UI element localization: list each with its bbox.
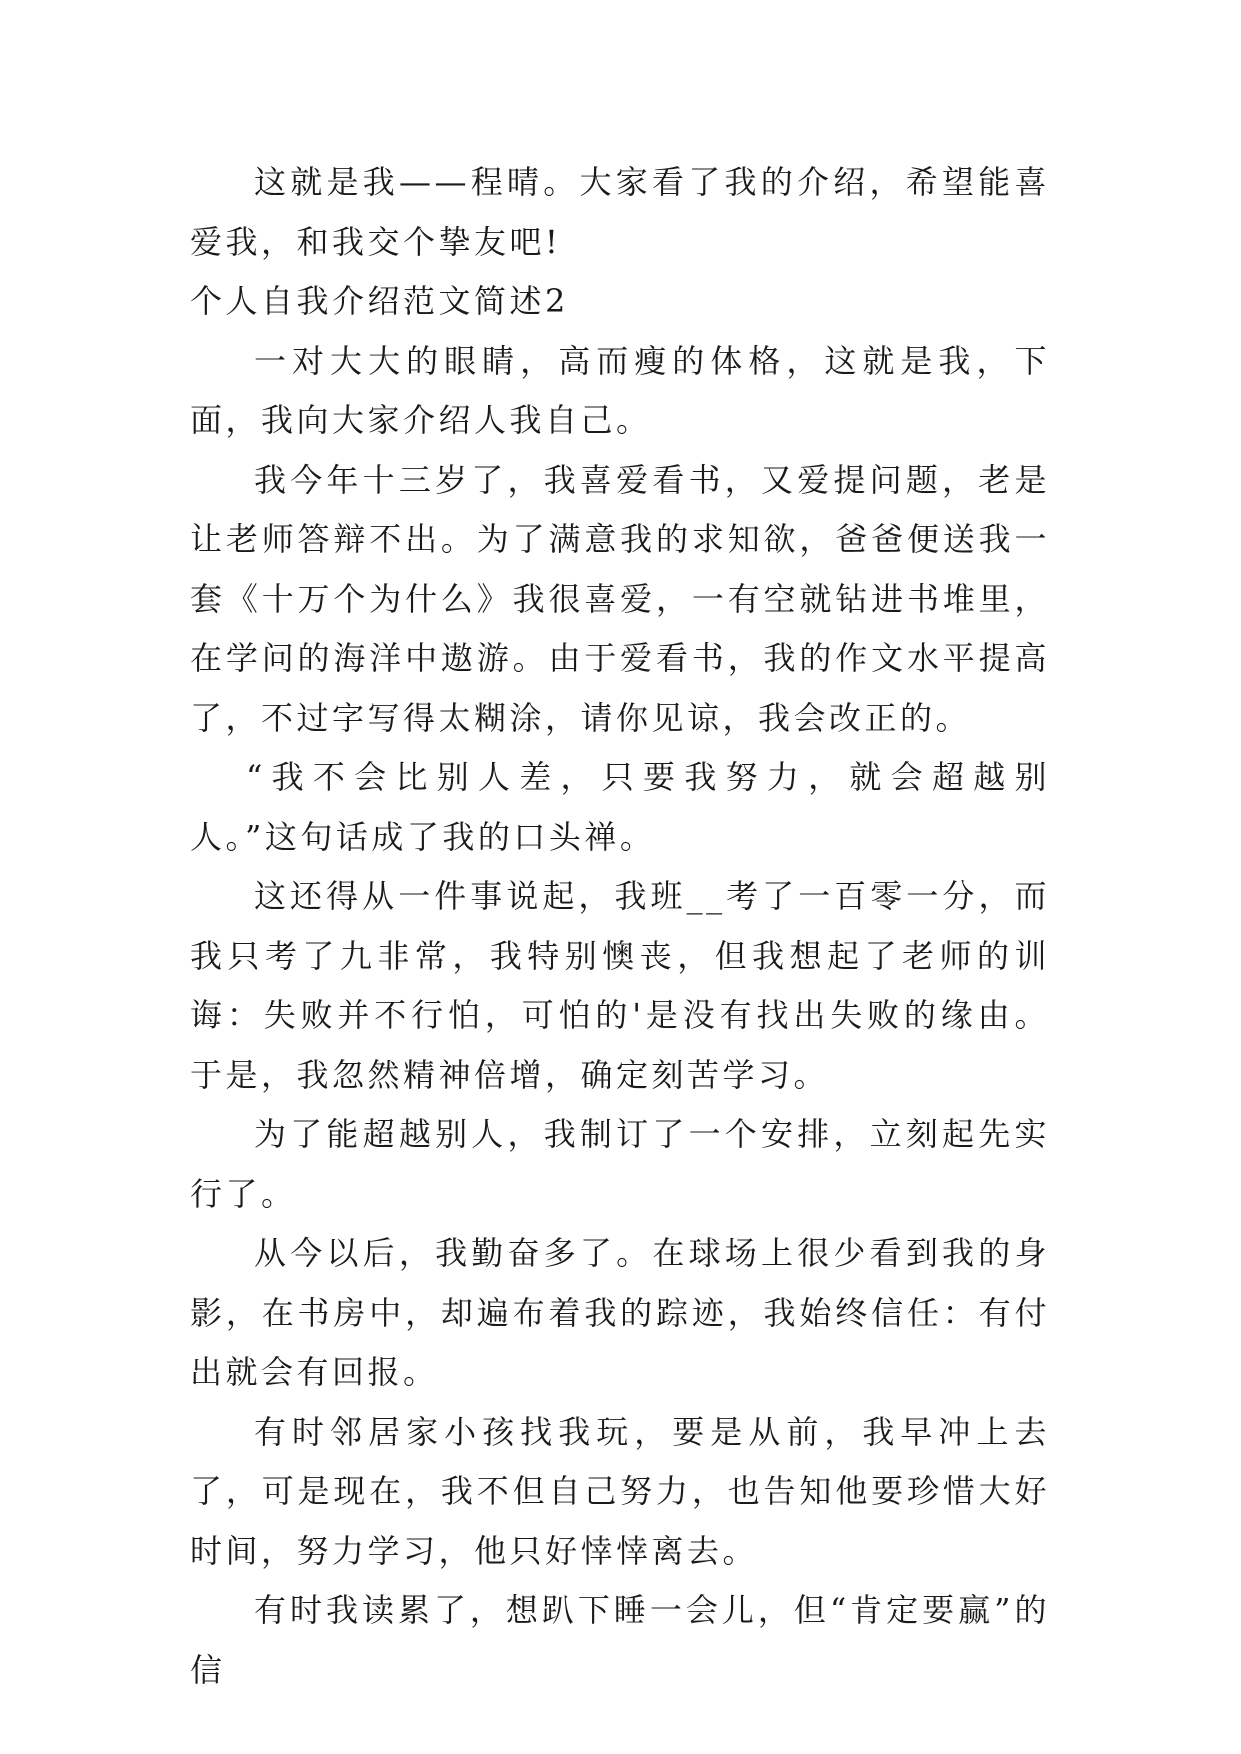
paragraph-closing: 这就是我——程晴。大家看了我的介绍，希望能喜爱我，和我交个挚友吧! <box>190 163 1050 261</box>
document-body <box>190 153 1050 1700</box>
paragraph-6: 从今以后，我勤奋多了。在球场上很少看到我的身影，在书房中，却遍布着我的踪迹，我始终信任：有付出就会有回报。 <box>190 1234 1050 1391</box>
section-heading: 个人自我介绍范文简述2 <box>190 282 569 320</box>
paragraph-5: 为了能超越别人，我制订了一个安排，立刻起先实行了。 <box>190 1115 1050 1213</box>
paragraph-2: 我今年十三岁了，我喜爱看书，又爱提问题，老是让老师答辩不出。为了满意我的求知欲，爸爸便送我一套《十万个为什么》我很喜爱，一有空就钻进书堆里，在学问的海洋中遨游。由于爱看书，我的作文水平提高了，不过字写得太糊涂，请你见谅，我会改正的。 <box>190 460 1050 737</box>
paragraph-3: “我不会比别人差，只要我努力，就会超越别人。”这句话成了我的口头禅。 <box>190 758 1050 856</box>
paragraph-1: 一对大大的眼睛，高而瘦的体格，这就是我，下面，我向大家介绍人我自己。 <box>190 341 1050 439</box>
paragraph-8: 有时我读累了，想趴下睡一会儿，但“肯定要赢”的信 <box>190 1591 1050 1689</box>
paragraph-7: 有时邻居家小孩找我玩，要是从前，我早冲上去了，可是现在，我不但自己努力，也告知他要珍惜大好时间，努力学习，他只好悻悻离去。 <box>190 1412 1050 1570</box>
paragraph-4: 这还得从一件事说起，我班__考了一百零一分，而我只考了九非常，我特别懊丧，但我想起了老师的训诲：失败并不行怕，可怕的'是没有找出失败的缘由。于是，我忽然精神倍增，确定刻苦学习。 <box>190 877 1050 1094</box>
